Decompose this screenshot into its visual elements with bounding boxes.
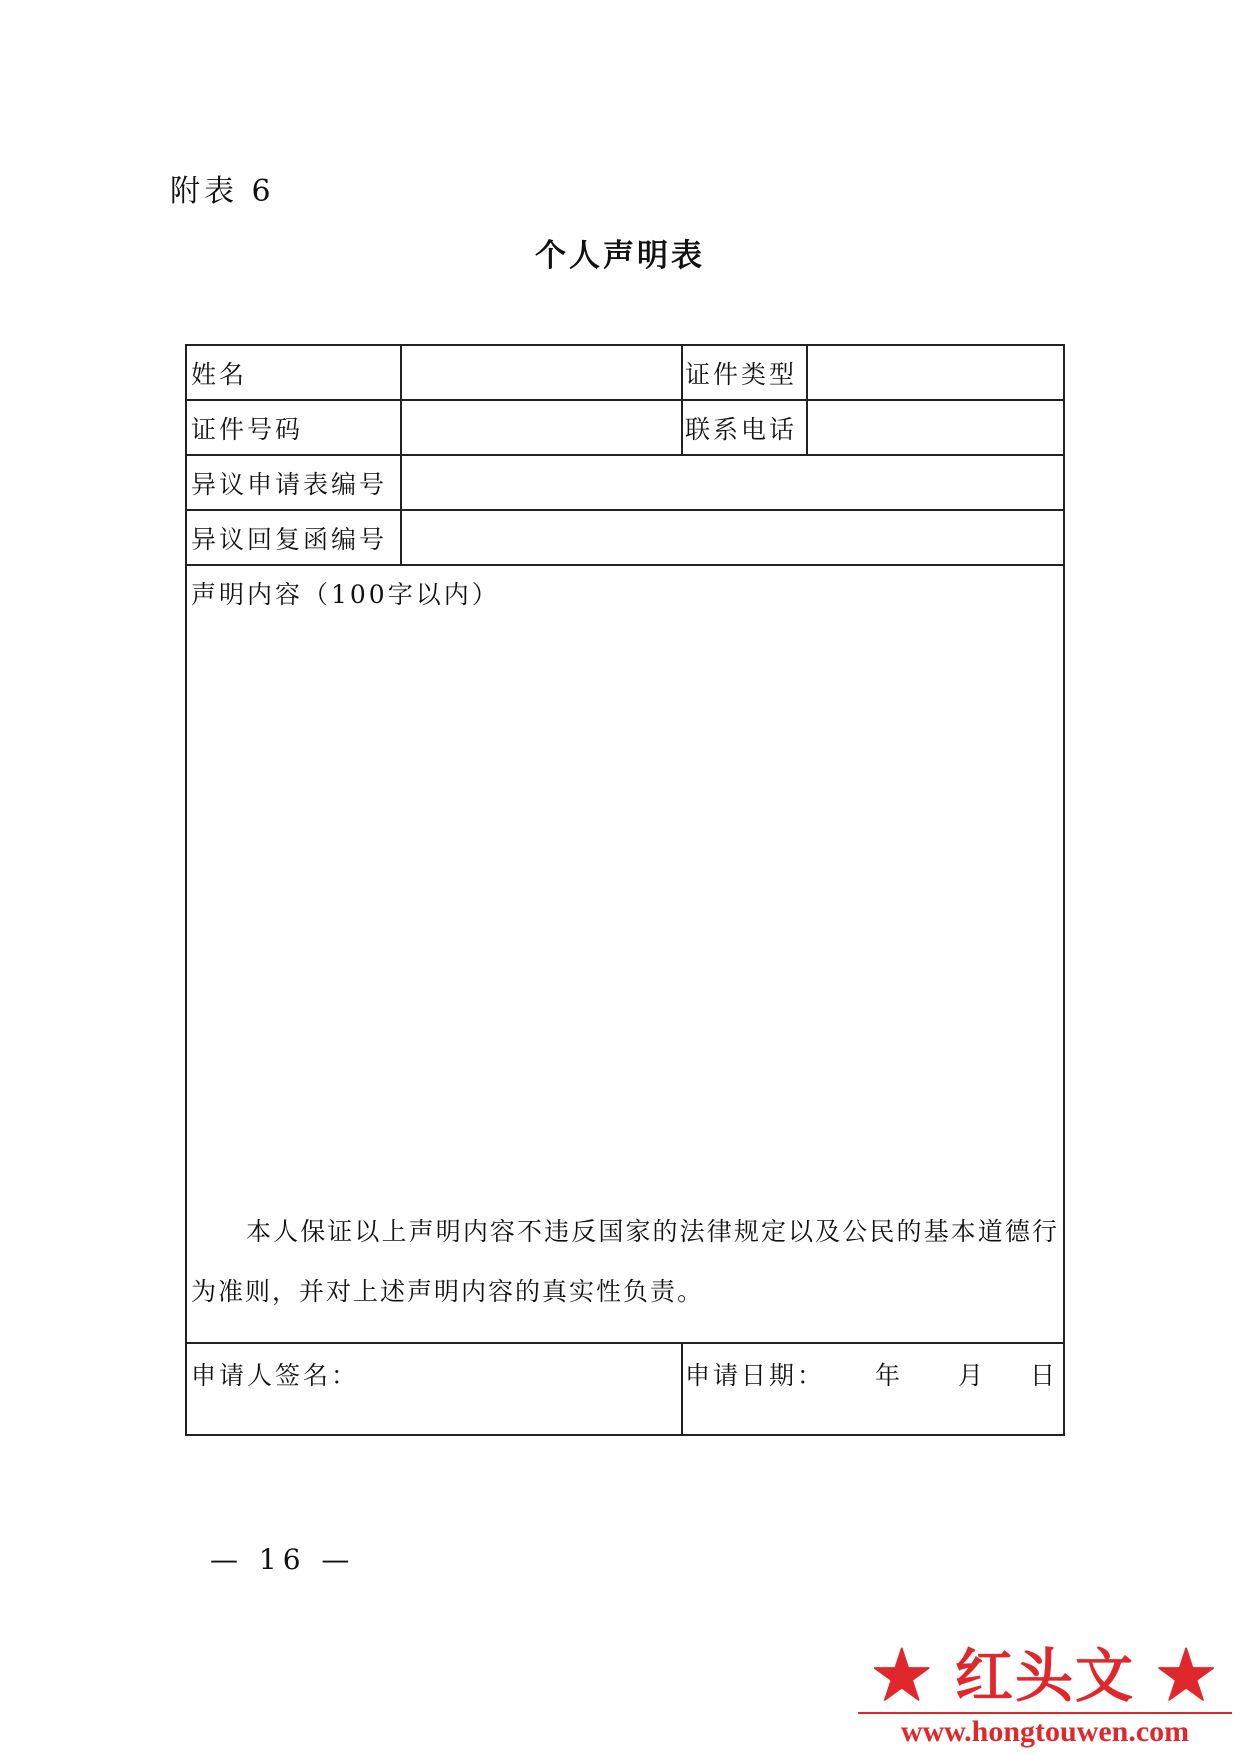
column-divider (681, 346, 683, 454)
row-divider (187, 1342, 1063, 1344)
row-divider (187, 454, 1063, 456)
column-divider (400, 346, 402, 564)
row-divider (187, 564, 1063, 566)
watermark-url: www.hongtouwen.com (900, 1715, 1190, 1748)
column-divider (681, 1342, 683, 1436)
declaration-text: 本人保证以上声明内容不违反国家的法律规定以及公民的基本道德行为准则，并对上述声明内容的真实性负责。 (191, 1217, 1059, 1306)
phone-field[interactable] (809, 402, 1063, 452)
id-type-field[interactable] (809, 348, 1063, 398)
watermark-logo (850, 1640, 1240, 1755)
statement-area[interactable] (191, 616, 1061, 1176)
statement-label: 声明内容（100字以内） (191, 580, 500, 609)
date-day: 日 (1030, 1361, 1056, 1390)
date-label: 申请日期： (685, 1361, 826, 1390)
row-divider (187, 509, 1063, 511)
objection-application-no-label: 异议申请表编号 (191, 470, 388, 499)
page-number: — 16 — (210, 1543, 356, 1576)
id-number-label: 证件号码 (191, 415, 304, 444)
column-divider (806, 346, 808, 454)
signature-field[interactable] (191, 1346, 677, 1432)
id-type-label: 证件类型 (685, 360, 798, 389)
row-divider (187, 399, 1063, 401)
id-number-field[interactable] (403, 402, 679, 452)
name-label: 姓名 (191, 360, 248, 389)
declaration-form (185, 344, 1065, 1436)
watermark-title: ★ 红头文 ★ (872, 1642, 1218, 1710)
objection-application-no-field[interactable] (403, 457, 1063, 507)
date-month: 月 (958, 1361, 984, 1390)
objection-reply-no-label: 异议回复函编号 (191, 525, 388, 554)
phone-label: 联系电话 (685, 415, 798, 444)
form-title: 个人声明表 (535, 238, 705, 274)
objection-reply-no-field[interactable] (403, 512, 1063, 562)
appendix-label: 附表 6 (170, 174, 275, 209)
signature-label: 申请人签名： (191, 1361, 360, 1390)
date-year: 年 (875, 1361, 901, 1390)
name-field[interactable] (403, 348, 679, 398)
